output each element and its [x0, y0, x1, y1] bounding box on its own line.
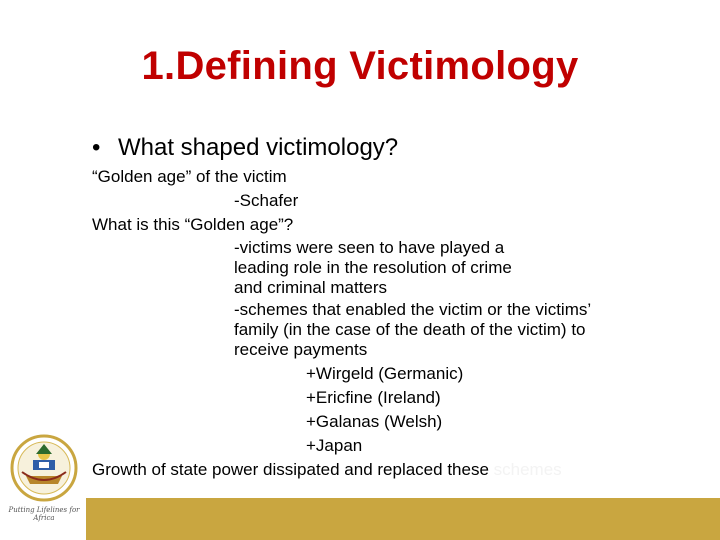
body-line: receive payments — [234, 340, 368, 359]
body-line: family (in the case of the death of the victim) to — [234, 320, 586, 339]
body-line: -schemes that enabled the victim or the victims’ — [234, 300, 592, 319]
last-line-text: Growth of state power dissipated and replaced these — [92, 460, 489, 479]
body-line: and criminal matters — [234, 278, 388, 297]
body-line: +Wirgeld (Germanic) — [306, 364, 464, 383]
bullet-dot-icon: • — [92, 134, 101, 161]
logo-motto: Putting Lifelines for Africa — [8, 506, 80, 522]
footer-bar — [0, 498, 720, 540]
body-line: -victims were seen to have played a — [234, 238, 505, 257]
bullet-item — [92, 134, 398, 162]
last-line-faded-text: schemes — [488, 460, 562, 479]
body-line: leading role in the resolution of crime — [234, 258, 512, 277]
body-line: +Ericfine (Ireland) — [306, 388, 441, 407]
body-line: +Japan — [306, 436, 363, 455]
slide-title: 1.Defining Victimology — [141, 44, 579, 88]
body-line: What is this “Golden age”? — [92, 215, 294, 234]
body-line: -Schafer — [234, 191, 299, 210]
body-line: +Galanas (Welsh) — [306, 412, 443, 431]
body-line-last — [92, 460, 562, 480]
bullet-text: What shaped victimology? — [118, 134, 399, 161]
body-line: “Golden age” of the victim — [92, 167, 287, 186]
